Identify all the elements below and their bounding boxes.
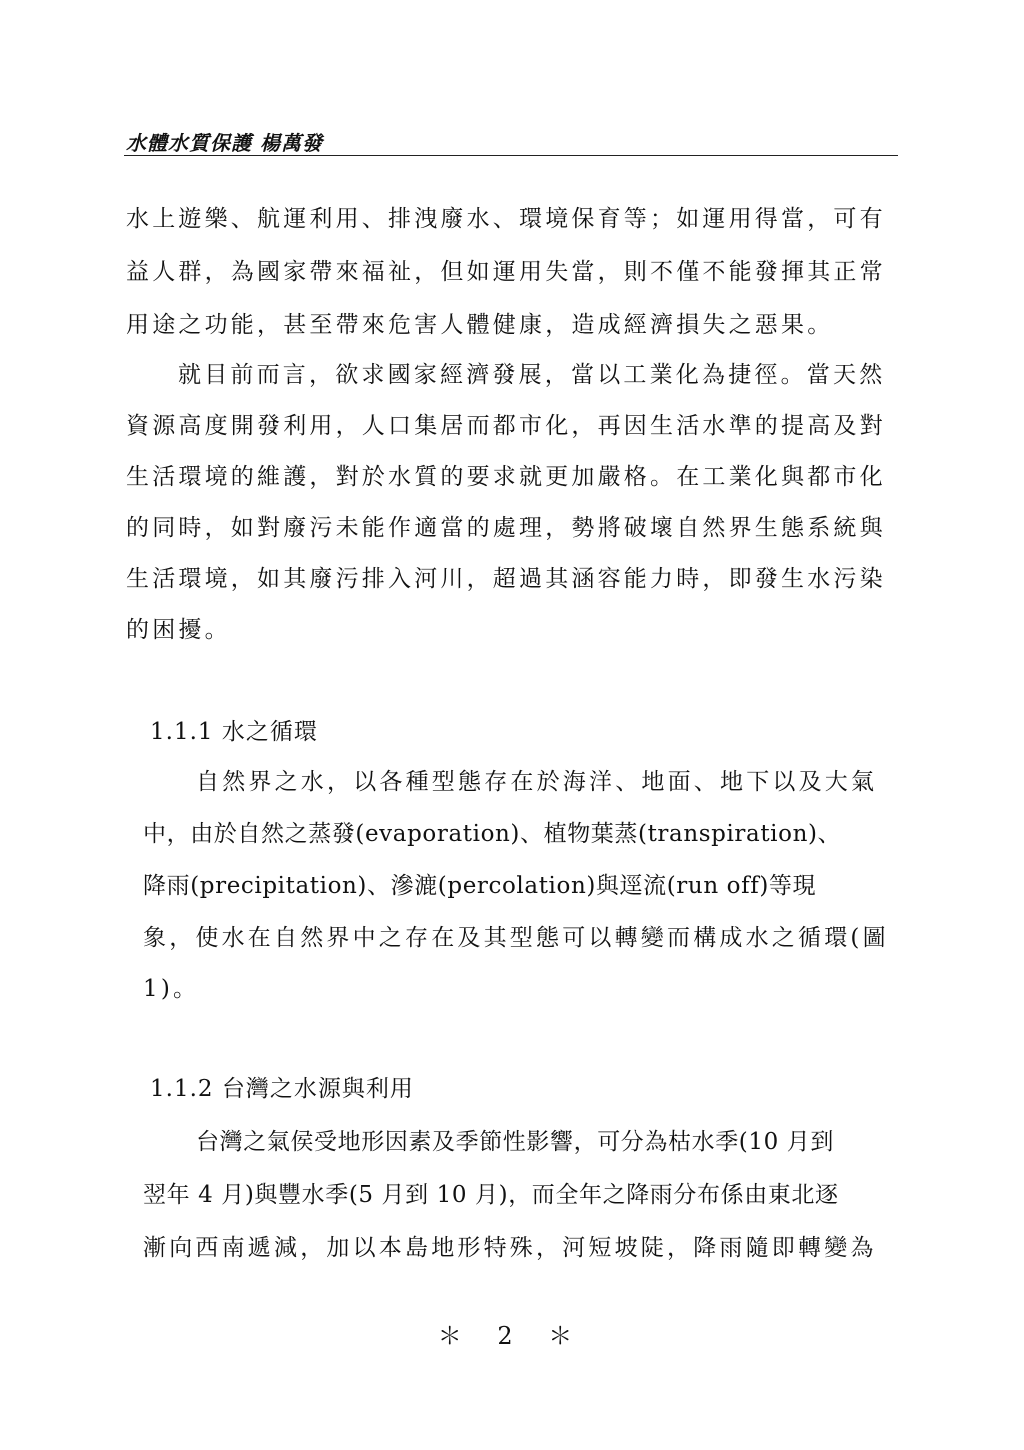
section-heading: 1.1.1 水之循環: [150, 719, 318, 745]
paragraph-line: 象，使水在自然界中之存在及其型態可以轉變而構成水之循環(圖: [143, 925, 889, 951]
paragraph-line: 資源高度開發利用，人口集居而都市化，再因生活水準的提高及對: [126, 413, 886, 439]
section-heading: 1.1.2 台灣之水源與利用: [150, 1076, 414, 1102]
running-header: 水體水質保護 楊萬發: [126, 131, 323, 155]
paragraph-line: 自然界之水，以各種型態存在於海洋、地面、地下以及大氣: [196, 769, 878, 795]
page-number: ＊ 2 ＊: [437, 1322, 587, 1350]
paragraph-line: 水上遊樂、航運利用、排洩廢水、環境保育等；如運用得當，可有: [126, 206, 886, 232]
paragraph-line: 的同時，如對廢污未能作適當的處理，勢將破壞自然界生態系統與: [126, 515, 886, 541]
paragraph-line: 台灣之氣侯受地形因素及季節性影響，可分為枯水季(10 月到: [196, 1129, 834, 1155]
paragraph-line: 漸向西南遞減，加以本島地形特殊，河短坡陡，降雨隨即轉變為: [143, 1235, 877, 1261]
paragraph-line: 生活環境的維護，對於水質的要求就更加嚴格。在工業化與都市化: [126, 464, 886, 490]
paragraph-line: 翌年 4 月)與豐水季(5 月到 10 月)，而全年之降雨分布係由東北逐: [143, 1182, 839, 1208]
paragraph-line: 中，由於自然之蒸發(evaporation)、植物葉蒸(transpiration)、: [143, 821, 842, 847]
paragraph-line: 1)。: [143, 976, 200, 1002]
paragraph-line: 用途之功能，甚至帶來危害人體健康，造成經濟損失之惡果。: [126, 312, 834, 338]
paragraph-line: 生活環境，如其廢污排入河川，超過其涵容能力時，即發生水污染: [126, 566, 886, 592]
header-divider: [124, 155, 898, 156]
paragraph-line: 就目前而言，欲求國家經濟發展，當以工業化為捷徑。當天然: [178, 362, 886, 388]
paragraph-line: 的困擾。: [126, 617, 231, 643]
paragraph-line: 益人群，為國家帶來福祉，但如運用失當，則不僅不能發揮其正常: [126, 259, 886, 285]
paragraph-line: 降雨(precipitation)、滲漉(percolation)與逕流(run off)等現: [143, 873, 817, 899]
